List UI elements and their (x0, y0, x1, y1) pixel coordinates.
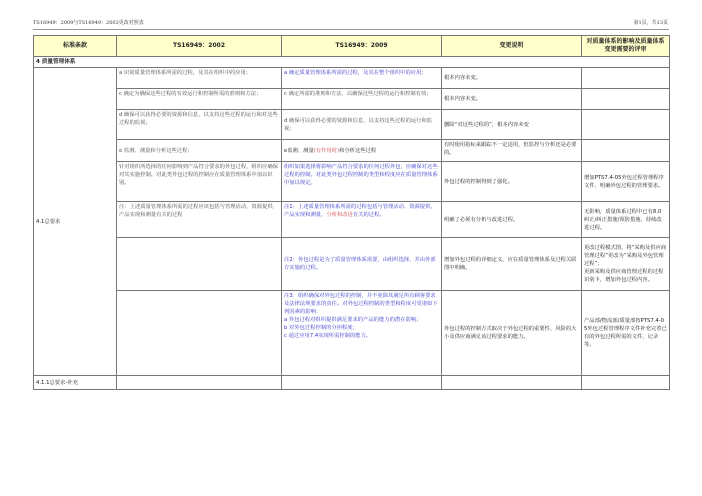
column-header-impact: 对质量体系的影响及质量体系变更需要的评审 (582, 36, 670, 57)
old-text-cell: d 确保可以获得必要的资源和信息，以支持这些过程的运行和对这些过程的监视； (117, 110, 282, 140)
change-note-cell: 增加外包过程的详细定义，应在质量管理体系及过程关联图中明确。 (442, 238, 582, 291)
change-note-cell (442, 376, 582, 390)
old-text-cell (117, 238, 282, 291)
change-note-cell: 删除“对这些过程的”，根本内容未变 (442, 110, 582, 140)
section-title: 4 质量管理体系 (34, 57, 670, 68)
new-text-cell: 注2：外包过程是为了质量管理体系需要，由组织选择，并由外部方实施的过程。 (282, 238, 442, 291)
note3-line: b 对外包过程控制的分担程度； (284, 325, 358, 331)
note3-line: 注3：组织确保对外包过程的控制，并不免除其满足所有顾客要求及法律法规要求的责任。对外包过程控制的类型和程度可受诸如下列因素的影响： (284, 293, 438, 315)
old-text-cell: a 识别质量管理体系所需的过程，及其在组织中的应用； (117, 68, 282, 89)
new-text-cell: 组织如果选择将影响产品符合要求的任何过程外包，应确保对这些过程的控制。对此类外包过程控制的类型和程度应在质量管理体系中加以规定。 (282, 162, 442, 202)
impact-cell: 增加PTS7.4-05外包过程管理程序文件，明确外包过程的管理要求。 (582, 162, 670, 202)
change-note-cell: 外包过程的控制方式取决于外包过程的重要性、风险的大小及供应商满足该过程要求的能力。 (442, 291, 582, 376)
comparison-table (33, 35, 670, 390)
impact-cell: 更改过程模式图，将“采购及供应商管理过程”更改为“采购及外包管理过程”； 更新采购及供应商管理过程的过程识别卡，增加外包过程内容。 (582, 238, 670, 291)
change-note-cell: 有时使用指标来跟踪不一定适用，但监控与分析还是必要的。 (442, 140, 582, 162)
table-row (34, 291, 670, 376)
column-header-change-note: 变更说明 (442, 36, 582, 57)
column-header-clause: 标准条款 (34, 36, 117, 57)
old-text-cell: 注：上述质量管理体系所需的过程应该包括与管理活动、资源提供、产品实现和测量有关的过程 (117, 202, 282, 238)
column-header-2002: TS16949：2002 (117, 36, 282, 57)
impact-cell (582, 140, 670, 162)
old-text-cell: c 确定为确保这些过程的有效运行和控制所需的准则和方法； (117, 89, 282, 110)
change-note-cell: 根本内容未变。 (442, 68, 582, 89)
impact-cell (582, 68, 670, 89)
clause-cell: 4.1.1总要求-补充 (34, 376, 117, 390)
change-note-cell: 根本内容未变。 (442, 89, 582, 110)
header-divider (33, 29, 669, 30)
note3-line: a 外包过程对组织提供满足要求的产品的能力的潜在影响； (284, 317, 422, 323)
table-row (34, 140, 670, 162)
new-text-cell: e监测、测量(有作用时)和分析这些过程 (282, 140, 442, 162)
new-text-cell: c 确定所需的准则和方法，以确保这些过程的运行和控制有效； (282, 89, 442, 110)
old-text-cell (117, 291, 282, 376)
impact-cell (582, 110, 670, 140)
new-text-cell: d 确保可以获得必要的资源和信息，以支持这些过程的运行和监视； (282, 110, 442, 140)
table-row (34, 68, 670, 89)
impact-cell (582, 89, 670, 110)
new-text-cell (282, 376, 442, 390)
page-header-title: TS16949：2009与TS16949：2002更改对照表 (33, 20, 144, 26)
impact-cell: 无影响，质量体系过程中已有8.0 纠正/纠正措施/预防措施、持续改进过程。 (582, 202, 670, 238)
column-header-2009: TS16949：2009 (282, 36, 442, 57)
note3-line: c 通过应用7.4实现所需控制的能力。 (284, 333, 372, 339)
old-text-cell: e 监测、测量和分析这些过程； (117, 140, 282, 162)
table-row (34, 376, 670, 390)
old-text-cell: 针对组织所选择的任何影响到产品符合要求的外包过程，组织应确保对其实施控制。对此类外包过程的控制应在质量管理体系中加以识别。 (117, 162, 282, 202)
new-text-cell (282, 291, 442, 376)
impact-cell (582, 376, 670, 390)
table-row (34, 238, 670, 291)
change-note-cell: 外包过程的控制得到了强化。 (442, 162, 582, 202)
section-row (34, 57, 670, 68)
table-row (34, 110, 670, 140)
new-text-cell: 注1：上述质量管理体系所需的过程包括与管理活动、资源提供、产品实现和测量、分析和改进有关的过程。 (282, 202, 442, 238)
old-text-cell (117, 376, 282, 390)
impact-cell: 产品部/物流部/质量部按PTS7.4-05外包过程管理程序文件补充完善已有的外包过程所需的文件、记录等。 (582, 291, 670, 376)
table-row (34, 89, 670, 110)
clause-cell: 4.1总要求 (34, 68, 117, 376)
change-note-cell: 明确了必须有分析与改进过程。 (442, 202, 582, 238)
table-header-row (34, 36, 670, 57)
new-text-cell: a 确定质量管理体系所需的过程，及其在整个组织中的应用； (282, 68, 442, 89)
page-number: 第1页，共13页 (633, 20, 668, 26)
table-row (34, 202, 670, 238)
table-row (34, 162, 670, 202)
